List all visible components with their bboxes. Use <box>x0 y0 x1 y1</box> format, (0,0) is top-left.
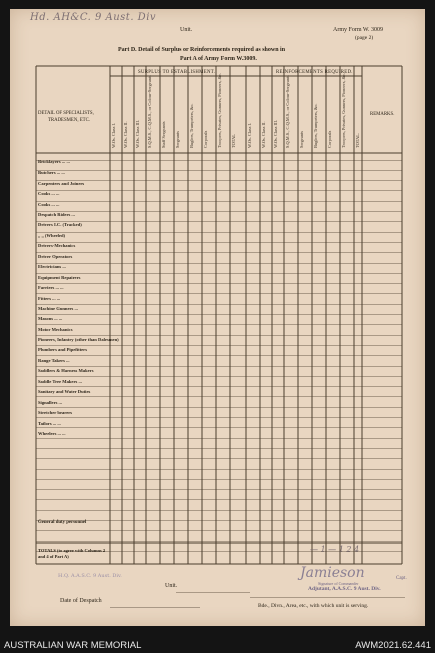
surplus-column-header: Troopers, Privates, Gunners, Pioneers, &c. <box>217 72 222 148</box>
faint-unit-stamp: H.Q. A.A.S.C. 9 Aust. Div. <box>58 573 122 579</box>
totals-handwriting: — 1 — 1 2 4 <box>310 545 360 554</box>
surplus-column-header: W.Os. Class II. <box>123 121 128 148</box>
specialist-row-label: Farriers ... ... <box>38 285 64 290</box>
signature: Jamieson <box>300 565 365 581</box>
surplus-column-header: Staff Sergeants <box>161 121 166 148</box>
surplus-header: SURPLUS TO ESTABLISHMENT. <box>138 70 216 75</box>
specialist-row-label: Carpenters and Joiners <box>38 181 85 186</box>
totals-label: TOTALS (to agree with Columns 2 and 4 of Part A) <box>38 548 106 559</box>
form-title-line2: Part A of Army Form W.3009. <box>180 56 257 62</box>
specialist-row-label: Saddlers & Harness Makers <box>38 368 94 373</box>
specialist-row-label: Bricklayers ... ... <box>38 159 70 164</box>
specialist-row-label: Saddle Tree Makers ... <box>38 379 82 384</box>
stamp-signature-line: Signature of Commander <box>318 581 359 586</box>
specialist-row-label: Despatch Riders ... <box>38 212 75 217</box>
surplus-column-header: TOTAL <box>231 134 236 148</box>
specialist-row-label: Drivers-Mechanics <box>38 243 76 248</box>
reinforcement-column-header: W.Os. Class III. <box>273 119 278 148</box>
reinforcement-column-header: TOTAL. <box>355 132 360 148</box>
specialist-row-label: Range Takers ... <box>38 358 70 363</box>
bde-divn-line: Bde., Divn., Area, etc., with which unit is serving. <box>258 603 369 609</box>
specialist-row-label: Fitters ... ... <box>38 296 61 301</box>
surplus-column-header: Buglers, Trumpeters, &c. <box>189 103 194 148</box>
specialist-row-label: Plumbers and Pipefitters <box>38 347 87 352</box>
specialist-row-label: ,, ,, (Wheeled) <box>38 233 66 238</box>
specialist-row-label: Wheelers ... ... <box>38 431 66 436</box>
specialist-row-label: Masons ... ... <box>38 316 63 321</box>
reinforcement-column-header: W.Os. Class II. <box>261 121 266 148</box>
specialist-row-label: Stretcher bearers <box>38 410 73 415</box>
reinforcement-column-header: Troopers, Privates, Gunners, Pioneers, &c. <box>341 72 346 148</box>
general-duty-label: General duty personnel <box>38 520 87 525</box>
specialist-row-label: Pioneers, Infantry (other than Dalesmen) <box>38 337 119 342</box>
surplus-column-header: S.Q.M.S., C.Q.M.S., or Colour-Sergeants <box>147 75 152 148</box>
page-number: (page 2) <box>355 35 374 41</box>
archive-footer <box>0 626 435 653</box>
handwritten-unit: Hd. AH&C. 9 Aust. Div <box>30 12 157 23</box>
specialist-row-label: Tailors ... ... <box>38 421 61 426</box>
date-of-despatch-label: Date of Despatch <box>60 598 102 604</box>
unit-label: Unit. <box>180 27 193 33</box>
remarks-header: REMARKS. <box>370 112 395 117</box>
specialist-row-label: Sanitary and Water Duties <box>38 389 91 394</box>
surplus-column-header: W.Os. Class III. <box>135 119 140 148</box>
specialist-row-label: Driver Operators <box>38 254 73 259</box>
specialist-row-label: Machine Gunners ... <box>38 306 78 311</box>
specialist-row-label: Drivers I.C. (Tracked) <box>38 222 82 227</box>
footer-institution: AUSTRALIAN WAR MEMORIAL <box>4 640 142 651</box>
stamp-capt: Capt. <box>396 576 407 581</box>
specialist-row-label: Signallers ... <box>38 400 62 405</box>
surplus-column-header: Corporals <box>203 130 208 148</box>
specialist-row-label: Cooks ... ... <box>38 191 60 196</box>
specialist-row-label: Equipment Repairers <box>38 275 81 280</box>
surplus-column-header: Sergeants <box>175 131 180 148</box>
bottom-unit-label: Unit. <box>165 583 178 589</box>
specialist-row-label: Electricians ... <box>38 264 66 269</box>
adjutant-stamp: Adjutant, A.A.S.C. 9 Aust. Div. <box>308 586 381 592</box>
reinforcement-column-header: Corporals <box>327 130 332 148</box>
specialist-row-label: Cooks ... ... <box>38 202 60 207</box>
specialist-row-label: Motor Mechanics <box>38 327 73 332</box>
footer-accession: AWM2021.62.441 <box>355 640 431 651</box>
reinforcements-header: REINFORCEMENTS REQUIRED. <box>276 70 353 75</box>
specialist-row-label: Butchers ... ... <box>38 170 65 175</box>
reinforcement-column-header: Buglers, Trumpeters, &c. <box>313 103 318 148</box>
reinforcement-column-header: Sergeants <box>299 131 304 148</box>
detail-header-line2: TRADESMEN, ETC. <box>48 118 90 123</box>
army-form-label: Army Form W. 3009 <box>333 27 384 33</box>
reinforcement-column-header: S.Q.M.S., C.Q.M.S., or Colour-Sergeants <box>285 75 290 148</box>
detail-header-line1: DETAIL OF SPECIALISTS, <box>38 111 94 116</box>
reinforcement-column-header: W.Os. Class I. <box>247 122 252 148</box>
form-title-line1: Part D. Detail of Surplus or Reinforcements required as shown in <box>118 47 286 53</box>
surplus-column-header: W.Os. Class I. <box>111 122 116 148</box>
